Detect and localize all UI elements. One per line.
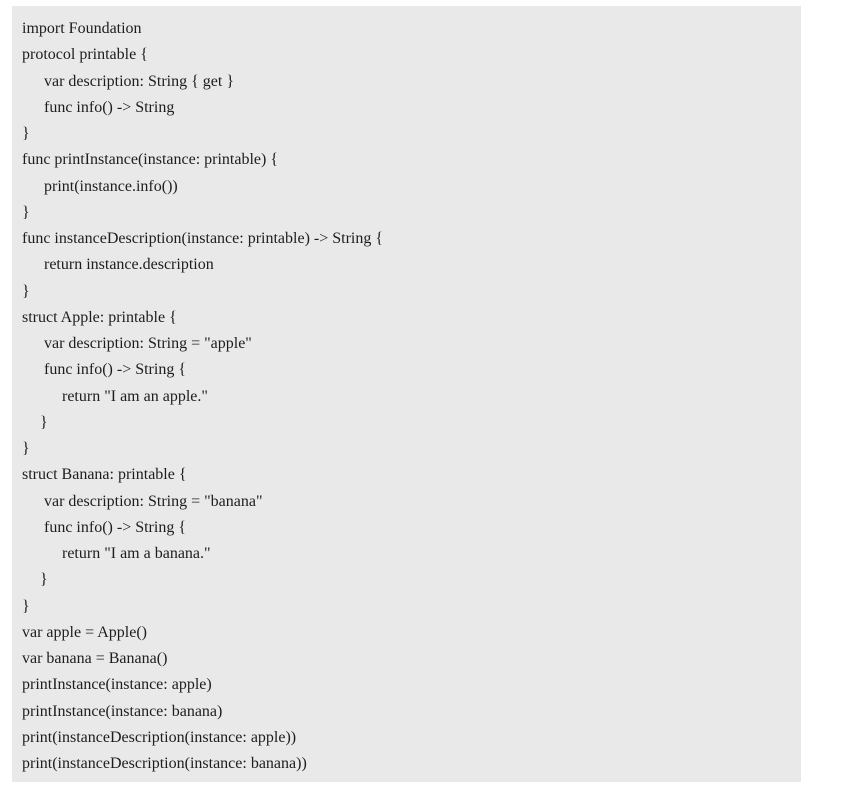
code-line: struct Banana: printable { — [22, 466, 187, 484]
code-line: var description: String { get } — [44, 72, 234, 90]
code-line: } — [40, 413, 48, 431]
code-line: } — [22, 282, 30, 300]
code-line: var banana = Banana() — [22, 650, 168, 667]
code-line: var apple = Apple() — [22, 623, 147, 641]
code-line: import Foundation — [22, 20, 142, 37]
code-line: } — [22, 440, 30, 457]
code-line: var description: String = "apple" — [44, 335, 252, 352]
code-block — [12, 6, 801, 782]
code-line: print(instanceDescription(instance: banana)) — [22, 755, 307, 772]
code-line: return "I am a banana." — [62, 545, 211, 562]
code-line: func info() -> String { — [44, 361, 187, 379]
code-line: } — [22, 203, 30, 221]
code-line: print(instance.info()) — [44, 177, 178, 195]
code-line: } — [40, 571, 48, 589]
code-line: } — [22, 125, 30, 142]
code-line: func info() -> String — [44, 98, 175, 116]
code-line: printInstance(instance: banana) — [22, 702, 223, 720]
code-line: printInstance(instance: apple) — [22, 676, 212, 694]
code-line: func info() -> String { — [44, 518, 187, 536]
code-line: func instanceDescription(instance: printable) -> String { — [22, 230, 384, 247]
code-line: func printInstance(instance: printable) { — [22, 151, 279, 169]
code-line: var description: String = "banana" — [44, 492, 263, 510]
code-line: return "I am an apple." — [62, 387, 208, 405]
code-line: } — [22, 597, 30, 615]
code-line: return instance.description — [44, 256, 214, 274]
code-line: struct Apple: printable { — [22, 308, 177, 326]
code-line: print(instanceDescription(instance: apple)) — [22, 728, 297, 746]
code-line: protocol printable { — [22, 46, 148, 64]
